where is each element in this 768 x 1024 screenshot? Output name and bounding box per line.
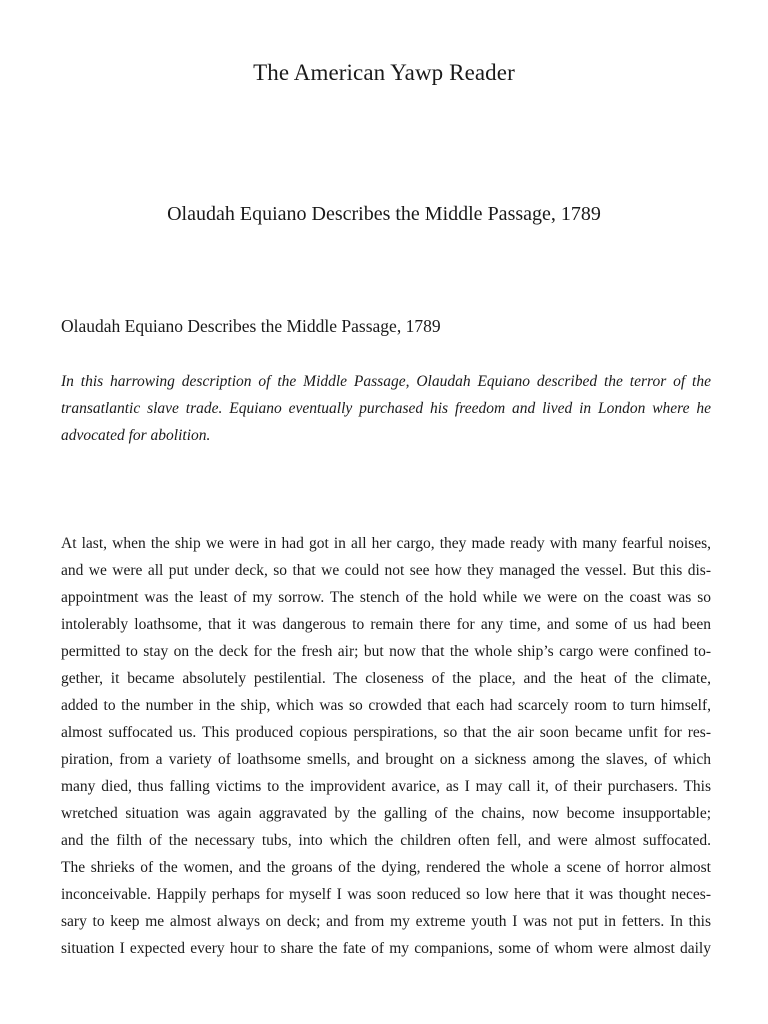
body-line: and we were all put under deck, so that we could not see how they managed the vessel. But this dis- [61, 562, 711, 579]
section-title: Olaudah Equiano Describes the Middle Passage, 1789 [61, 316, 441, 336]
body-line: inconceivable. Happily perhaps for myself I was soon reduced so low here that it was thought neces- [61, 886, 711, 903]
body-line: intolerably loathsome, that it was dangerous to remain there for any time, and some of us had been [61, 616, 711, 633]
intro-paragraph [61, 368, 711, 449]
running-head: The American Yawp Reader [253, 60, 515, 85]
body-line: gether, it became absolutely pestilential. The closeness of the place, and the heat of the climate, [61, 670, 711, 687]
body-line: situation I expected every hour to share the fate of my companions, some of whom were almost daily [61, 940, 711, 957]
chapter-title: Olaudah Equiano Describes the Middle Passage, 1789 [167, 203, 601, 225]
intro-line: advocated for abolition. [61, 427, 211, 444]
body-line: At last, when the ship we were in had got in all her cargo, they made ready with many fearful noises, [61, 535, 711, 552]
intro-line: transatlantic slave trade. Equiano eventually purchased his freedom and lived in London where he [61, 400, 711, 417]
body-line: The shrieks of the women, and the groans of the dying, rendered the whole a scene of horror almost [61, 859, 711, 876]
body-line: added to the number in the ship, which was so crowded that each had scarcely room to turn himself, [61, 697, 711, 714]
body-line: permitted to stay on the deck for the fresh air; but now that the whole ship’s cargo were confined to- [61, 643, 711, 660]
body-line: many died, thus falling victims to the improvident avarice, as I may call it, of their purchasers. This [61, 778, 711, 795]
body-line: almost suffocated us. This produced copious perspirations, so that the air soon became unfit for res- [61, 724, 711, 741]
body-line: sary to keep me almost always on deck; and from my extreme youth I was not put in fetters. In this [61, 913, 711, 930]
body-line: and the filth of the necessary tubs, into which the children often fell, and were almost suffocated. [61, 832, 711, 849]
body-line: wretched situation was again aggravated by the galling of the chains, now become insupportable; [61, 805, 711, 822]
body-line: appointment was the least of my sorrow. The stench of the hold while we were on the coast was so [61, 589, 711, 606]
body-paragraph [61, 530, 711, 962]
intro-line: In this harrowing description of the Middle Passage, Olaudah Equiano described the terror of the [61, 373, 711, 390]
body-line: piration, from a variety of loathsome smells, and brought on a sickness among the slaves, of which [61, 751, 711, 768]
